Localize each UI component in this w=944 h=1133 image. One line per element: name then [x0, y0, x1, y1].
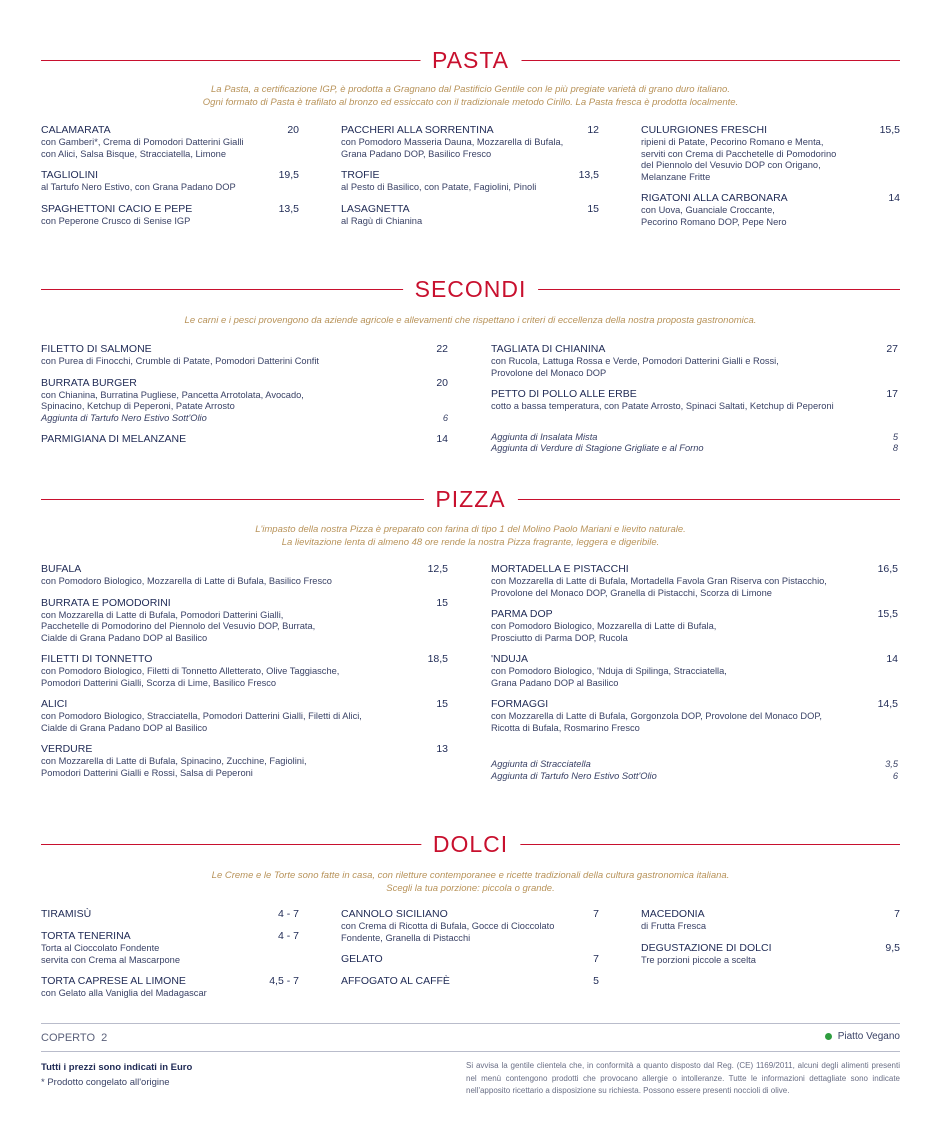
item-description: con Peperone Crusco di Senise IGP — [41, 215, 191, 226]
coperto-price: 2 — [101, 1032, 108, 1044]
pasta-column-3 — [641, 124, 900, 237]
menu-item — [641, 124, 900, 183]
menu-item — [491, 653, 898, 689]
item-description: cotto a bassa temperatura, con Patate Arrosto, Spinaci Saltati, Ketchup di Peperoni — [491, 401, 834, 411]
menu-item — [41, 124, 299, 160]
item-name: ALICI — [41, 698, 68, 710]
menu-item — [641, 192, 900, 228]
item-name: CALAMARATA — [41, 124, 111, 136]
item-name: SPAGHETTONI CACIO E PEPE — [41, 202, 193, 215]
dolci-column-2 — [341, 908, 599, 997]
item-name: PARMA DOP — [491, 608, 553, 620]
item-price: 18,5 — [427, 653, 448, 665]
item-price: 9,5 — [885, 941, 900, 954]
menu-item — [41, 908, 299, 921]
item-description: Torta al Cioccolato Fondente servita con Crema al Mascarpone — [41, 943, 180, 965]
item-name: TAGLIOLINI — [41, 169, 98, 181]
footer-divider-top — [41, 1023, 900, 1024]
item-price: 7 — [894, 908, 900, 920]
item-description: con Pomodoro Biologico, 'Nduja di Spilinga, Stracciatella, Grana Padano DOP al Basilico — [491, 666, 727, 688]
item-price: 7 — [593, 953, 599, 965]
menu-item — [41, 597, 448, 645]
item-name: TORTA TENERINA — [41, 930, 131, 942]
item-price: 15 — [436, 698, 448, 710]
item-price: 12,5 — [427, 563, 448, 575]
item-name: GELATO — [341, 953, 383, 965]
item-description: con Pomodoro Biologico, Mozzarella di Latte di Bufala, Basilico Fresco — [41, 576, 332, 586]
item-description: con Mozzarella di Latte di Bufala, Spinacino, Zucchine, Fagiolini, Pomodori Datterini Gialli e Rossi, Salsa di Peperoni — [41, 756, 307, 778]
item-description: con Uova, Guanciale Croccante, Pecorino Romano DOP, Pepe Nero — [641, 205, 787, 227]
item-price: 15 — [436, 596, 448, 609]
item-description: con Pomodoro Biologico, Stracciatella, Pomodori Datterini Gialli, Filetti di Alici, Cialde di Grana Padano DOP al Basilico — [41, 711, 362, 733]
item-name: TORTA CAPRESE AL LIMONE — [41, 975, 186, 987]
menu-item — [41, 653, 448, 689]
item-extra: Aggiunta di Tartufo Nero Estivo Sott'Olio 6 — [491, 770, 898, 781]
item-price: 16,5 — [877, 563, 898, 575]
item-price: 13,5 — [278, 202, 299, 215]
item-name: MORTADELLA E PISTACCHI — [491, 563, 629, 575]
item-name: VERDURE — [41, 743, 93, 755]
item-price: 14,5 — [877, 698, 898, 710]
item-price: 17 — [886, 388, 898, 400]
item-price: 20 — [436, 376, 448, 389]
menu-item — [41, 930, 299, 966]
dolci-column-1 — [41, 908, 299, 1009]
item-description: con Chianina, Burratina Pugliese, Pancetta Arrotolata, Avocado, Spinacino, Ketchup di Peperoni, Patate Arrosto — [41, 389, 304, 411]
secondi-column-2 — [491, 343, 898, 455]
item-price: 14 — [888, 192, 900, 204]
item-description: al Ragù di Chianina — [341, 215, 423, 226]
pizza-column-2 — [491, 563, 898, 782]
item-price: 4,5 - 7 — [269, 975, 299, 987]
item-name: FILETTO DI SALMONE — [41, 343, 152, 355]
item-description: al Tartufo Nero Estivo, con Grana Padano DOP — [41, 182, 236, 192]
secondi-header — [41, 274, 900, 304]
item-description: al Pesto di Basilico, con Patate, Fagiolini, Pinoli — [341, 182, 537, 192]
pizza-column-1 — [41, 563, 448, 788]
item-description: con Mozzarella di Latte di Bufala, Mortadella Favola Gran Riserva con Pistacchio, Provolone del Monaco DOP, Granella di Pistacchi, Scorza di Limone — [491, 576, 827, 598]
item-name: LASAGNETTA — [341, 202, 410, 215]
menu-item — [341, 169, 599, 194]
item-name: RIGATONI ALLA CARBONARA — [641, 192, 788, 204]
dolci-intro: Le Creme e le Torte sono fatte in casa, con riletture contemporanee e ricette tradizionali della cultura gastronomica italiana. Scegli la tua porzione: piccola o grande. — [211, 870, 730, 894]
allergen-note: Si avvisa la gentile clientela che, in conformità a quanto disposto dal Reg. (CE) 1169/2011, alcuni degli alimenti presenti nel menù contengono prodotti che provocano allergie o intolleranze. Tutte le informazioni dettagliate sono indicate nell'apposito ricettario a disposizione su richiesta. Possono essere presenti noccioli di olive. — [466, 1061, 900, 1095]
menu-item — [341, 953, 599, 966]
pizza-header — [41, 484, 900, 514]
coperto-label: COPERTO — [41, 1032, 95, 1044]
item-price: 13 — [436, 743, 448, 755]
item-name: TROFIE — [341, 169, 380, 181]
item-description: ripieni di Patate, Pecorino Romano e Menta, serviti con Crema di Pacchetelle di Pomodorino del Piennolo del Vesuvio DOP con Origano, Melanzane Fritte — [641, 137, 837, 182]
vegan-legend — [825, 1031, 900, 1042]
item-extra: Aggiunta di Verdure di Stagione Grigliate e al Forno 8 — [491, 443, 898, 453]
item-price: 20 — [287, 124, 299, 136]
pizza-intro: L'impasto della nostra Pizza è preparato con farina di tipo 1 del Molino Paolo Mariani e lievito naturale. La lievitazione lenta di almeno 48 ore rende la nostra Pizza fragrante, leggera e digeribile. — [255, 524, 686, 548]
item-price: 15,5 — [877, 608, 898, 620]
secondi-title: SECONDI — [403, 274, 539, 304]
item-name: FILETTI DI TONNETTO — [41, 653, 153, 665]
item-name: BURRATA E POMODORINI — [41, 596, 171, 609]
menu-item — [41, 563, 448, 588]
item-description: con Purea di Finocchi, Crumble di Patate, Pomodori Datterini Confit — [41, 356, 320, 366]
menu-item — [641, 942, 900, 967]
item-price: 19,5 — [278, 169, 299, 181]
item-name: PACCHERI ALLA SORRENTINA — [341, 124, 494, 136]
menu-item — [341, 203, 599, 228]
item-price: 5 — [593, 975, 599, 987]
item-price: 22 — [436, 343, 448, 355]
item-price: 27 — [886, 343, 898, 355]
menu-item — [341, 975, 599, 988]
item-name: FORMAGGI — [491, 698, 549, 710]
item-description: con Rucola, Lattuga Rossa e Verde, Pomodori Datterini Gialli e Rossi, Provolone del Monaco DOP — [491, 356, 779, 378]
menu-item — [41, 203, 299, 228]
menu-item — [41, 698, 448, 734]
frozen-note: * Prodotto congelato all'origine — [41, 1077, 170, 1088]
pasta-title: PASTA — [420, 45, 521, 75]
item-name: BUFALA — [41, 563, 82, 575]
item-name: TAGLIATA DI CHIANINA — [491, 343, 606, 355]
coperto — [41, 1032, 107, 1044]
dolci-title: DOLCI — [421, 829, 520, 859]
item-name: DEGUSTAZIONE DI DOLCI — [641, 941, 772, 954]
menu-item — [491, 608, 898, 644]
item-description: Tre porzioni piccole a scelta — [641, 954, 756, 965]
item-name: AFFOGATO AL CAFFÈ — [341, 975, 450, 987]
item-name: BURRATA BURGER — [41, 376, 137, 389]
menu-item — [491, 563, 898, 599]
item-description: con Mozzarella di Latte di Bufala, Pomodori Datterini Gialli, Pacchetelle di Pomodorino del Piennolo del Vesuvio DOP, Burrata, Cialde di Grana Padano DOP al Basilico — [41, 609, 316, 643]
dolci-header — [41, 829, 900, 859]
item-description: con Pomodoro Biologico, Filetti di Tonnetto Alletterato, Olive Taggiasche, Pomodori Datterini Gialli, Scorza di Lime, Basilico Fresco — [41, 666, 340, 688]
item-description: con Gamberi*, Crema di Pomodori Datterini Gialli con Alici, Salsa Bisque, Stracciatella, Limone — [41, 137, 244, 159]
item-price: 12 — [587, 124, 599, 136]
menu-item — [41, 169, 299, 194]
dolci-column-3 — [641, 908, 900, 975]
item-price: 14 — [886, 653, 898, 665]
item-name: CULURGIONES FRESCHI — [641, 124, 768, 136]
secondi-intro: Le carni e i pesci provengono da aziende agricole e allevamenti che rispettano i criteri di eccellenza della nostra proposta gastronomica. — [184, 315, 757, 326]
menu-item — [641, 908, 900, 933]
item-name: CANNOLO SICILIANO — [341, 908, 448, 920]
menu-item — [341, 124, 599, 160]
menu-item — [41, 343, 448, 368]
item-extra: Aggiunta di Stracciatella 3,5 — [491, 759, 898, 769]
item-price: 15 — [587, 202, 599, 215]
item-price: 4 - 7 — [277, 908, 299, 920]
item-description: con Crema di Ricotta di Bufala, Gocce di Cioccolato Fondente, Granella di Pistacchi — [341, 921, 555, 943]
menu-item — [41, 377, 448, 425]
vegan-label: Piatto Vegano — [837, 1031, 900, 1042]
pizza-title: PIZZA — [423, 484, 517, 514]
item-description: con Pomodoro Masseria Dauna, Mozzarella di Bufala, Grana Padano DOP, Basilico Fresco — [341, 137, 564, 159]
pasta-column-1 — [41, 124, 299, 236]
item-description: con Mozzarella di Latte di Bufala, Gorgonzola DOP, Provolone del Monaco DOP, Ricotta di Bufala, Rosmarino Fresco — [491, 711, 822, 733]
menu-item — [491, 698, 898, 734]
vegan-dot-icon — [825, 1033, 832, 1040]
item-extra: Aggiunta di Insalata Mista 5 — [491, 431, 898, 442]
item-name: 'NDUJA — [491, 653, 529, 665]
item-price: 15,5 — [879, 124, 900, 136]
item-name: PARMIGIANA DI MELANZANE — [41, 433, 187, 445]
item-description: con Pomodoro Biologico, Mozzarella di Latte di Bufala, Prosciutto di Parma DOP, Rucola — [491, 621, 717, 643]
item-name: PETTO DI POLLO ALLE ERBE — [491, 388, 637, 400]
item-price: 14 — [436, 433, 448, 445]
pasta-intro: La Pasta, a certificazione IGP, è prodotta a Gragnano dal Pastificio Gentile con le più pregiate varietà di grano duro italiano. Ogni formato di Pasta è trafilato al bronzo ed essiccato con il tradizionale metodo Cirillo. La Pasta fresca è prodotta localmente. — [202, 84, 739, 108]
item-extra: Aggiunta di Tartufo Nero Estivo Sott'Olio 6 — [41, 412, 448, 423]
secondi-column-1 — [41, 343, 448, 455]
item-price: 13,5 — [578, 169, 599, 181]
item-description: di Frutta Fresca — [641, 921, 707, 931]
pasta-header — [41, 45, 900, 75]
menu-item — [41, 743, 448, 779]
prices-note: Tutti i prezzi sono indicati in Euro — [41, 1062, 193, 1073]
item-description: con Gelato alla Vaniglia del Madagascar — [41, 988, 207, 998]
menu-item — [41, 433, 448, 446]
menu-item — [491, 343, 898, 379]
item-name: MACEDONIA — [641, 908, 705, 920]
menu-item — [491, 388, 898, 413]
item-price: 4 - 7 — [277, 930, 299, 942]
footer-divider-bottom — [41, 1051, 900, 1052]
item-price: 7 — [593, 908, 599, 920]
pasta-column-2 — [341, 124, 599, 236]
menu-item — [41, 975, 299, 1000]
item-name: TIRAMISÙ — [41, 908, 92, 920]
menu-item — [341, 908, 599, 944]
